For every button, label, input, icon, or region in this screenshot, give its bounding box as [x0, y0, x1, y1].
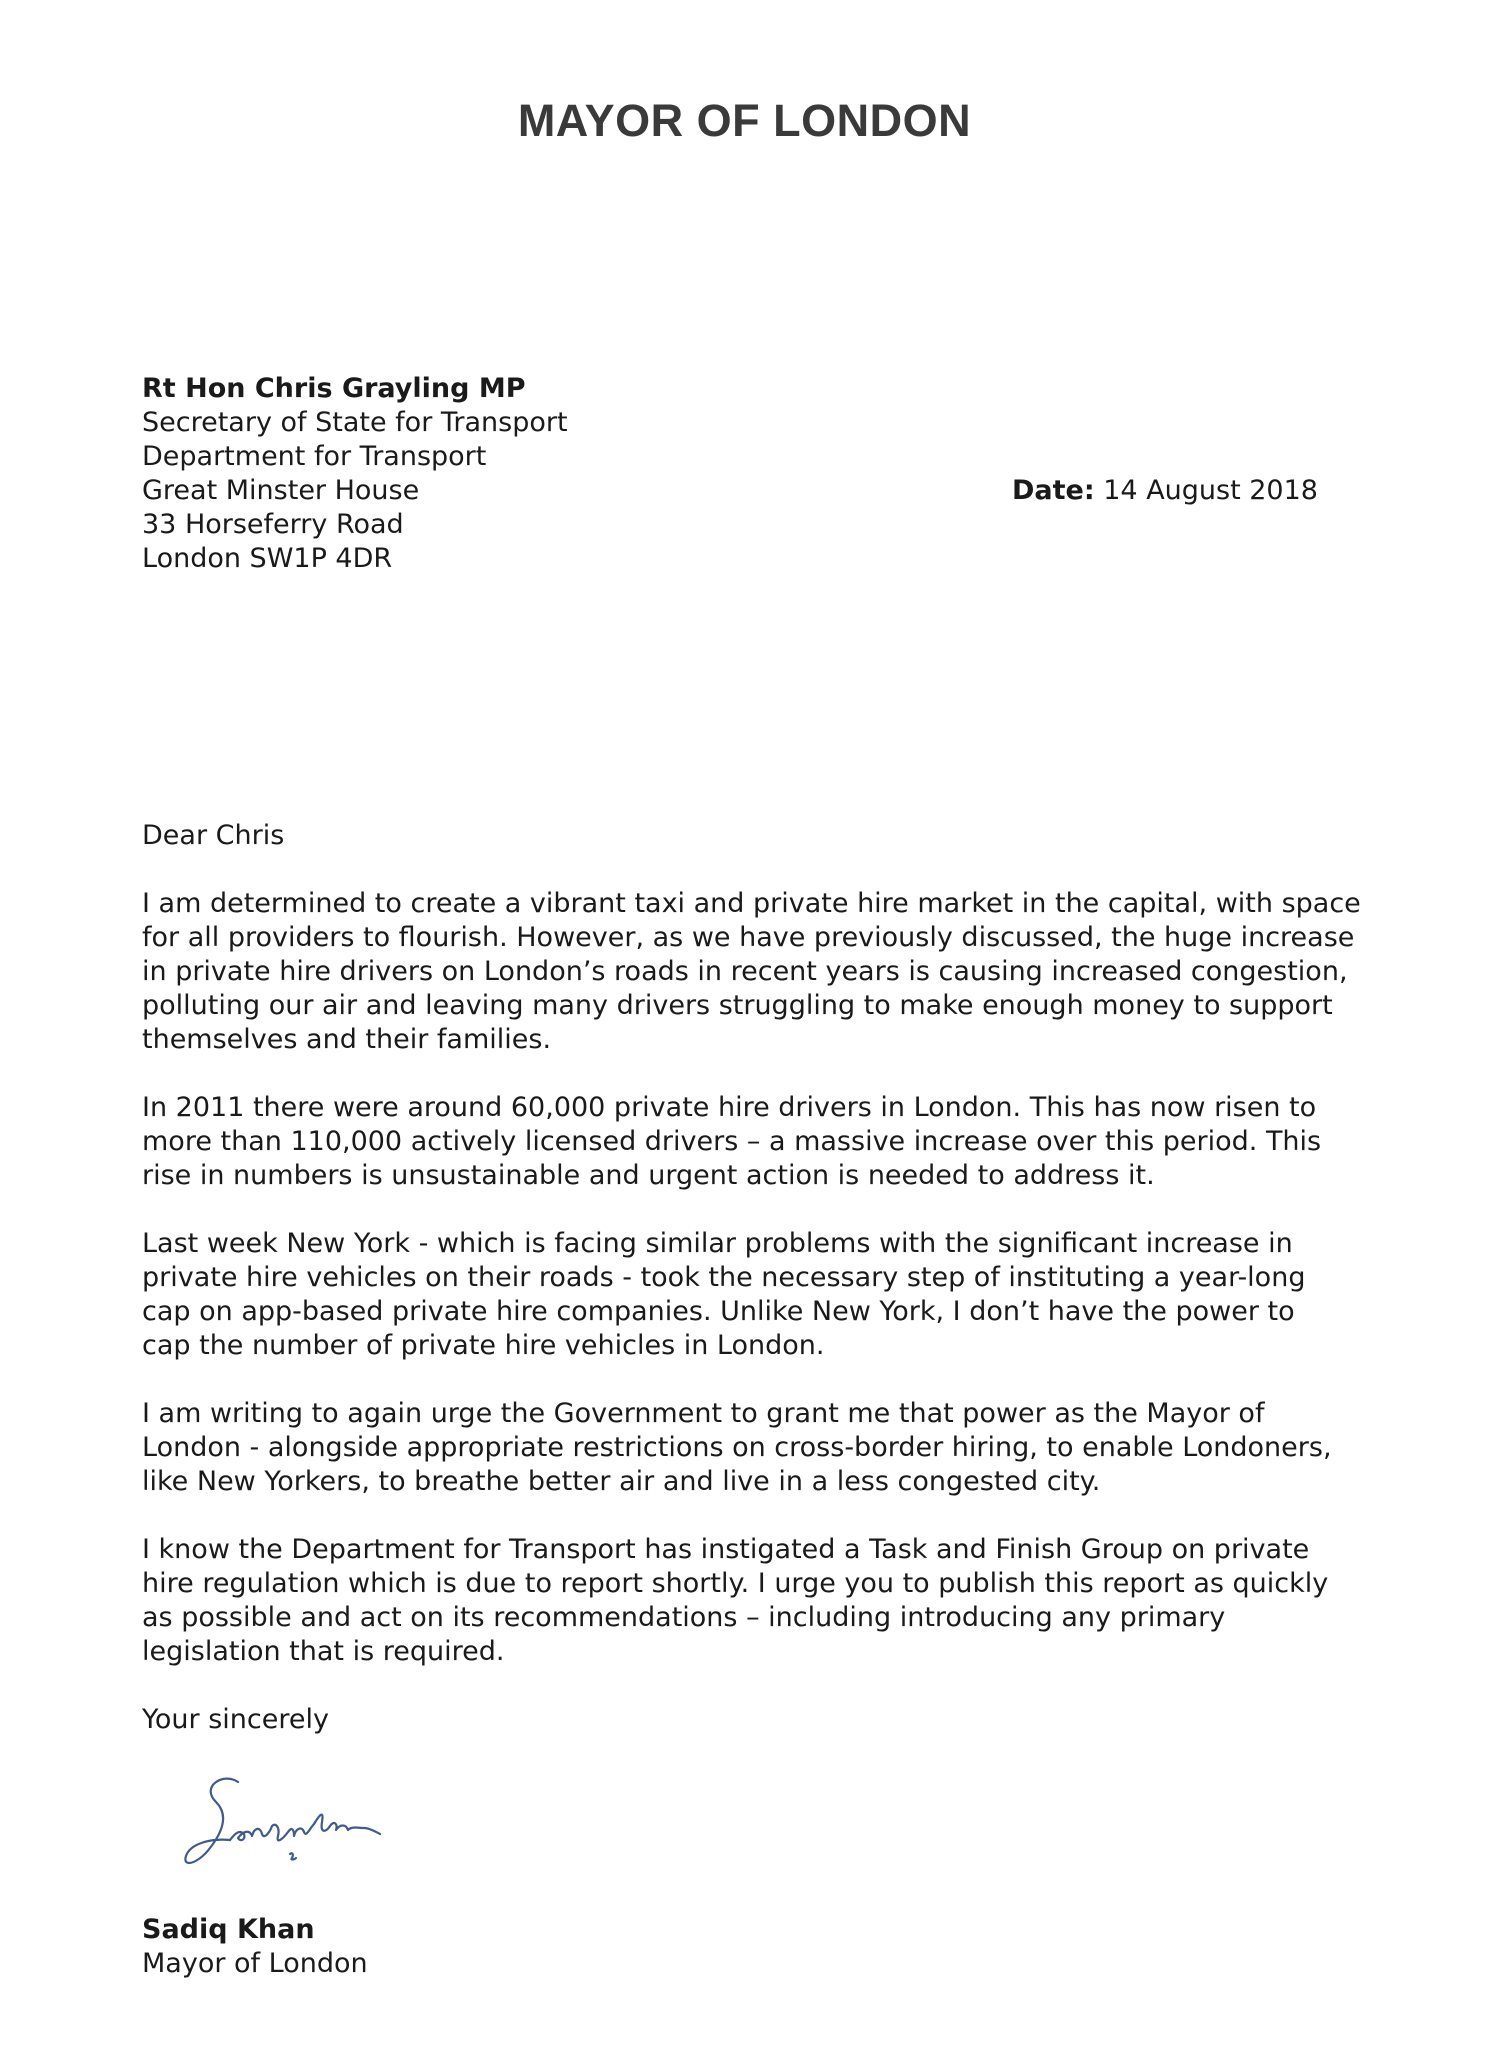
- paragraph-line: hire regulation which is due to report shortly. I urge you to publish this report as quickly: [142, 1568, 1329, 1599]
- recipient-address-line: 33 Horseferry Road: [142, 509, 404, 540]
- paragraph-line: rise in numbers is unsustainable and urgent action is needed to address it.: [142, 1160, 1155, 1191]
- signatory-name: Sadiq Khan: [142, 1914, 315, 1945]
- paragraph-line: private hire vehicles on their roads - took the necessary step of instituting a year-long: [142, 1262, 1306, 1293]
- paragraph-line: more than 110,000 actively licensed drivers – a massive increase over this period. This: [142, 1126, 1322, 1157]
- paragraph-line: legislation that is required.: [142, 1636, 505, 1667]
- handwritten-signature: [180, 1768, 400, 1878]
- letter-body: [142, 819, 1361, 1771]
- signatory: [142, 1913, 368, 1981]
- paragraph-line: London - alongside appropriate restrictions on cross-border hiring, to enable Londoners,: [142, 1432, 1332, 1463]
- letter-date: [1012, 474, 1318, 508]
- recipient-address-line: Great Minster House: [142, 475, 420, 506]
- recipient-name: Rt Hon Chris Grayling MP: [142, 373, 526, 404]
- paragraph-line: like New Yorkers, to breathe better air and live in a less congested city.: [142, 1466, 1101, 1497]
- salutation: Dear Chris: [142, 820, 285, 851]
- paragraph-line: cap on app-based private hire companies. Unlike New York, I don’t have the power to: [142, 1296, 1295, 1327]
- date-value: 14 August 2018: [1103, 475, 1318, 506]
- recipient-address-line: Department for Transport: [142, 441, 487, 472]
- letterhead-title: MAYOR OF LONDON: [517, 95, 972, 146]
- paragraph-line: themselves and their families.: [142, 1024, 552, 1055]
- paragraph: [142, 887, 1361, 1057]
- paragraph: [142, 1397, 1332, 1499]
- paragraph-line: I am writing to again urge the Government to grant me that power as the Mayor of: [142, 1398, 1265, 1429]
- recipient-address-line: London SW1P 4DR: [142, 543, 393, 574]
- paragraph: [142, 1533, 1329, 1669]
- signatory-title: Mayor of London: [142, 1948, 368, 1979]
- recipient-address: [142, 372, 568, 576]
- paragraph-line: for all providers to flourish. However, as we have previously discussed, the huge increase: [142, 922, 1355, 953]
- paragraph: [142, 1227, 1322, 1363]
- paragraph-line: as possible and act on its recommendations – including introducing any primary: [142, 1602, 1226, 1633]
- date-label: Date:: [1012, 475, 1095, 506]
- paragraph-line: I am determined to create a vibrant taxi and private hire market in the capital, with space: [142, 888, 1361, 919]
- paragraph-line: In 2011 there were around 60,000 private hire drivers in London. This has now risen to: [142, 1092, 1317, 1123]
- recipient-address-line: Secretary of State for Transport: [142, 407, 568, 438]
- paragraph-line: Last week New York - which is facing similar problems with the significant increase in: [142, 1228, 1293, 1259]
- closing: Your sincerely: [142, 1704, 329, 1735]
- paragraph-line: cap the number of private hire vehicles in London.: [142, 1330, 825, 1361]
- paragraph: [142, 1091, 1322, 1193]
- paragraph-line: I know the Department for Transport has instigated a Task and Finish Group on private: [142, 1534, 1310, 1565]
- paragraph-line: in private hire drivers on London’s roads in recent years is causing increased congestion,: [142, 956, 1348, 987]
- paragraph-line: polluting our air and leaving many drivers struggling to make enough money to support: [142, 990, 1333, 1021]
